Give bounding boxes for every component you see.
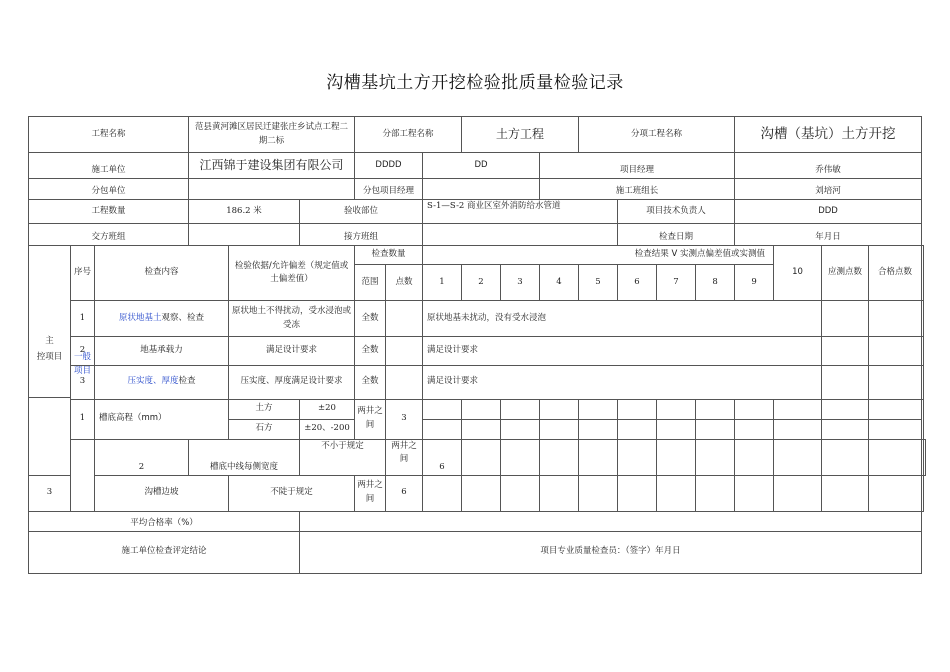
- gen-cell: [579, 475, 618, 511]
- sub-project-value: 土方工程: [462, 117, 579, 153]
- subcontractor-label: 分包单位: [29, 179, 189, 200]
- gen-row-3: [29, 475, 926, 511]
- main-content-2: 地基承载力: [95, 337, 229, 365]
- gen-seq-2: 2: [95, 439, 189, 475]
- main-points-1: [386, 301, 423, 337]
- gen-cell: [501, 475, 540, 511]
- col-quantity: 检查数量: [355, 246, 423, 265]
- col-num-2: 2: [462, 265, 501, 301]
- gen-cell: [696, 439, 735, 475]
- page-title: 沟槽基坑土方开挖检验批质量检验记录: [326, 73, 624, 93]
- avg-rate-label: 平均合格率（%）: [29, 511, 300, 531]
- col-should: 应测点数: [822, 246, 869, 301]
- row-quantity: [29, 200, 926, 224]
- gen-scope-2: 两井之间: [386, 439, 423, 475]
- gen-cell: [774, 399, 822, 419]
- col-scope: 范围: [355, 265, 386, 301]
- row-project: [29, 117, 926, 153]
- col-points: 点数: [386, 265, 423, 301]
- main-result-1: 原状地基未扰动，没有受水浸泡: [423, 301, 822, 337]
- col-num-4: 4: [540, 265, 579, 301]
- gen-cell: [462, 419, 501, 439]
- inspector-signature: 项目专业质量检查员：（签字）年月日: [300, 531, 922, 573]
- gen-basis-1a-value: ±20: [300, 399, 355, 419]
- main-row-2: [29, 337, 926, 365]
- col-basis: 检验依据/允许偏差（规定值或土偏差值）: [229, 246, 355, 301]
- gen-points-2: 6: [423, 439, 462, 475]
- gen-cell: [462, 399, 501, 419]
- main-scope-3: 全数: [355, 365, 386, 399]
- handover-label: 交方班组: [29, 224, 189, 246]
- gen-cell: [735, 399, 774, 419]
- main-pass-2: [922, 337, 924, 365]
- col-result: 检查结果 V 实测点偏差值或实测值: [423, 246, 774, 265]
- main-pass-3: [922, 365, 924, 399]
- main-points-2: [386, 337, 423, 365]
- general-group: [71, 352, 95, 511]
- gen-cell: [657, 475, 696, 511]
- gen-cell: [657, 439, 696, 475]
- item-project-value: 沟槽（基坑）土方开挖: [735, 117, 922, 153]
- gen-cell: [618, 419, 657, 439]
- gen-cell: [735, 475, 774, 511]
- gen-points-3: 6: [386, 475, 423, 511]
- main-scope-1: 全数: [355, 301, 386, 337]
- row-columns-top: [29, 246, 926, 265]
- gen-cell: [869, 475, 922, 511]
- inspection-form: [28, 116, 926, 574]
- gen-cell: [618, 399, 657, 419]
- gen-basis-1b-value: ±20、-200: [300, 419, 355, 439]
- sub-pm-label: 分包项目经理: [355, 179, 423, 200]
- gen-basis-1b-label: 石方: [229, 419, 300, 439]
- gen-cell: [618, 475, 657, 511]
- main-basis-3: 压实度、厚度满足设计要求: [229, 365, 355, 399]
- gen-cell: [657, 399, 696, 419]
- gen-cell: [696, 419, 735, 439]
- general-group-line1: 一般: [73, 352, 91, 363]
- main-result-2: 满足设计要求: [423, 337, 822, 365]
- check-date-value: 年月日: [735, 224, 922, 246]
- acceptance-value: S-1—S-2 商业区室外消防给水管道: [423, 200, 618, 224]
- main-result-3: 满足设计要求: [423, 365, 822, 399]
- contractor-code2: DD: [423, 153, 540, 179]
- sub-project-label: 分部工程名称: [355, 117, 462, 153]
- project-name-value: 范县黄河滩区居民迁建张庄乡试点工程二期二标: [189, 117, 355, 153]
- contractor-value: 江西锦于建设集团有限公司: [189, 153, 355, 179]
- main-pass-1: [922, 301, 924, 337]
- subcontractor-value: [189, 179, 355, 200]
- gen-pass-3: [922, 475, 924, 511]
- project-name-label: 工程名称: [29, 117, 189, 153]
- row-subcontractor: [29, 179, 926, 200]
- gen-cell: [423, 419, 462, 439]
- receiver-value: [423, 224, 618, 246]
- gen-cell: [501, 399, 540, 419]
- gen-scope-1: 两井之间: [355, 399, 386, 439]
- quantity-label: 工程数量: [29, 200, 189, 224]
- main-group-label: [28, 333, 71, 365]
- quantity-value: 186.2 米: [189, 200, 300, 224]
- col-pass-points: 合格点数: [869, 246, 922, 301]
- receiver-label: 接方班组: [300, 224, 423, 246]
- gen-cell: [501, 439, 540, 475]
- gen-cell: [869, 419, 922, 439]
- main-seq-1: 1: [71, 301, 95, 337]
- gen-cell: [822, 439, 869, 475]
- avg-rate-value: [300, 511, 922, 531]
- pm-label: 项目经理: [540, 153, 735, 179]
- gen-content-3: 沟槽边坡: [95, 475, 229, 511]
- gen-pass-2: [924, 439, 926, 475]
- gen-cell: [579, 419, 618, 439]
- gen-cell: [462, 439, 501, 475]
- gen-content-2: 槽底中线每侧宽度: [189, 439, 300, 475]
- main-passpts-2: [869, 337, 922, 365]
- gen-cell: [735, 419, 774, 439]
- gen-cell: [423, 475, 462, 511]
- main-should-1: [822, 301, 869, 337]
- gen-cell: [579, 439, 618, 475]
- main-basis-1: 原状地土不得扰动，受水浸泡或受冻: [229, 301, 355, 337]
- gen-points-1: 3: [386, 399, 423, 439]
- gen-content-1: 槽底高程（mm）: [95, 399, 229, 439]
- col-num-5: 5: [579, 265, 618, 301]
- gen-cell: [501, 419, 540, 439]
- gen-cell: [696, 399, 735, 419]
- gen-seq-1: 1: [71, 399, 95, 439]
- main-group-line2: 控项目: [36, 352, 63, 363]
- gen-basis-3: 不陡于规定: [229, 475, 355, 511]
- col-num-9: 9: [735, 265, 774, 301]
- gen-scope-3: 两井之间: [355, 475, 386, 511]
- main-points-3: [386, 365, 423, 399]
- gen-cell: [774, 475, 822, 511]
- gen-cell: [540, 439, 579, 475]
- gen-cell: [869, 399, 922, 419]
- gen-basis-1a-label: 土方: [229, 399, 300, 419]
- tech-lead-label: 项目技术负责人: [618, 200, 735, 224]
- gen-cell: [540, 475, 579, 511]
- pm-value: 乔伟敏: [735, 153, 922, 179]
- col-seq: 序号: [71, 246, 95, 301]
- sub-pm-value: [423, 179, 540, 200]
- main-group-line1: 主: [45, 336, 54, 346]
- conclusion-label: 施工单位检查评定结论: [29, 531, 300, 573]
- col-content: 检查内容: [95, 246, 229, 301]
- row-conclusion: [29, 531, 926, 573]
- row-avg: [29, 511, 926, 531]
- check-date-label: 检查日期: [618, 224, 735, 246]
- main-seq-3: 3: [71, 365, 95, 399]
- col-num-10: 10: [774, 246, 822, 301]
- main-scope-2: 全数: [355, 337, 386, 365]
- col-num-3: 3: [501, 265, 540, 301]
- contractor-label: 施工单位: [29, 153, 189, 179]
- gen-cell: [423, 399, 462, 419]
- gen-seq-3: 3: [29, 475, 71, 511]
- gen-row-1a: [29, 399, 926, 419]
- gen-cell: [540, 419, 579, 439]
- gen-cell: [869, 439, 922, 475]
- team-leader-label: 施工班组长: [540, 179, 735, 200]
- col-num-8: 8: [696, 265, 735, 301]
- acceptance-label: 验收部位: [300, 200, 423, 224]
- main-should-2: [822, 337, 869, 365]
- handover-value: [189, 224, 300, 246]
- gen-cell: [822, 419, 869, 439]
- row-handover: [29, 224, 926, 246]
- main-content-1: 原状地基土观察、检查: [95, 301, 229, 337]
- contractor-code1: DDDD: [355, 153, 423, 179]
- col-num-6: 6: [618, 265, 657, 301]
- main-passpts-1: [869, 301, 922, 337]
- gen-cell: [774, 439, 822, 475]
- col-num-1: 1: [423, 265, 462, 301]
- col-num-7: 7: [657, 265, 696, 301]
- tech-lead-value: DDD: [735, 200, 922, 224]
- main-basis-2: 满足设计要求: [229, 337, 355, 365]
- gen-cell: [462, 475, 501, 511]
- team-leader-value: 刘培河: [735, 179, 922, 200]
- item-project-label: 分项工程名称: [579, 117, 735, 153]
- col-pass-rate: [922, 246, 924, 301]
- main-row-3: [29, 365, 926, 399]
- gen-cell: [735, 439, 774, 475]
- gen-cell: [657, 419, 696, 439]
- main-group-divider: [28, 397, 71, 398]
- gen-pass-1: [922, 399, 924, 439]
- gen-cell: [822, 399, 869, 419]
- main-row-1: [29, 301, 926, 337]
- main-should-3: [822, 365, 869, 399]
- general-group-line2: 项目: [73, 366, 91, 377]
- gen-cell: [774, 419, 822, 439]
- gen-cell: [540, 399, 579, 419]
- row-contractor: [29, 153, 926, 179]
- gen-cell: [618, 439, 657, 475]
- gen-row-2: [29, 439, 926, 475]
- gen-cell: [579, 399, 618, 419]
- gen-cell: [822, 475, 869, 511]
- main-content-3: 压实度、厚度检查: [95, 365, 229, 399]
- main-seq-2: 2: [71, 337, 95, 365]
- main-passpts-3: [869, 365, 922, 399]
- gen-basis-2: 不小于规定: [300, 439, 386, 475]
- gen-cell: [696, 475, 735, 511]
